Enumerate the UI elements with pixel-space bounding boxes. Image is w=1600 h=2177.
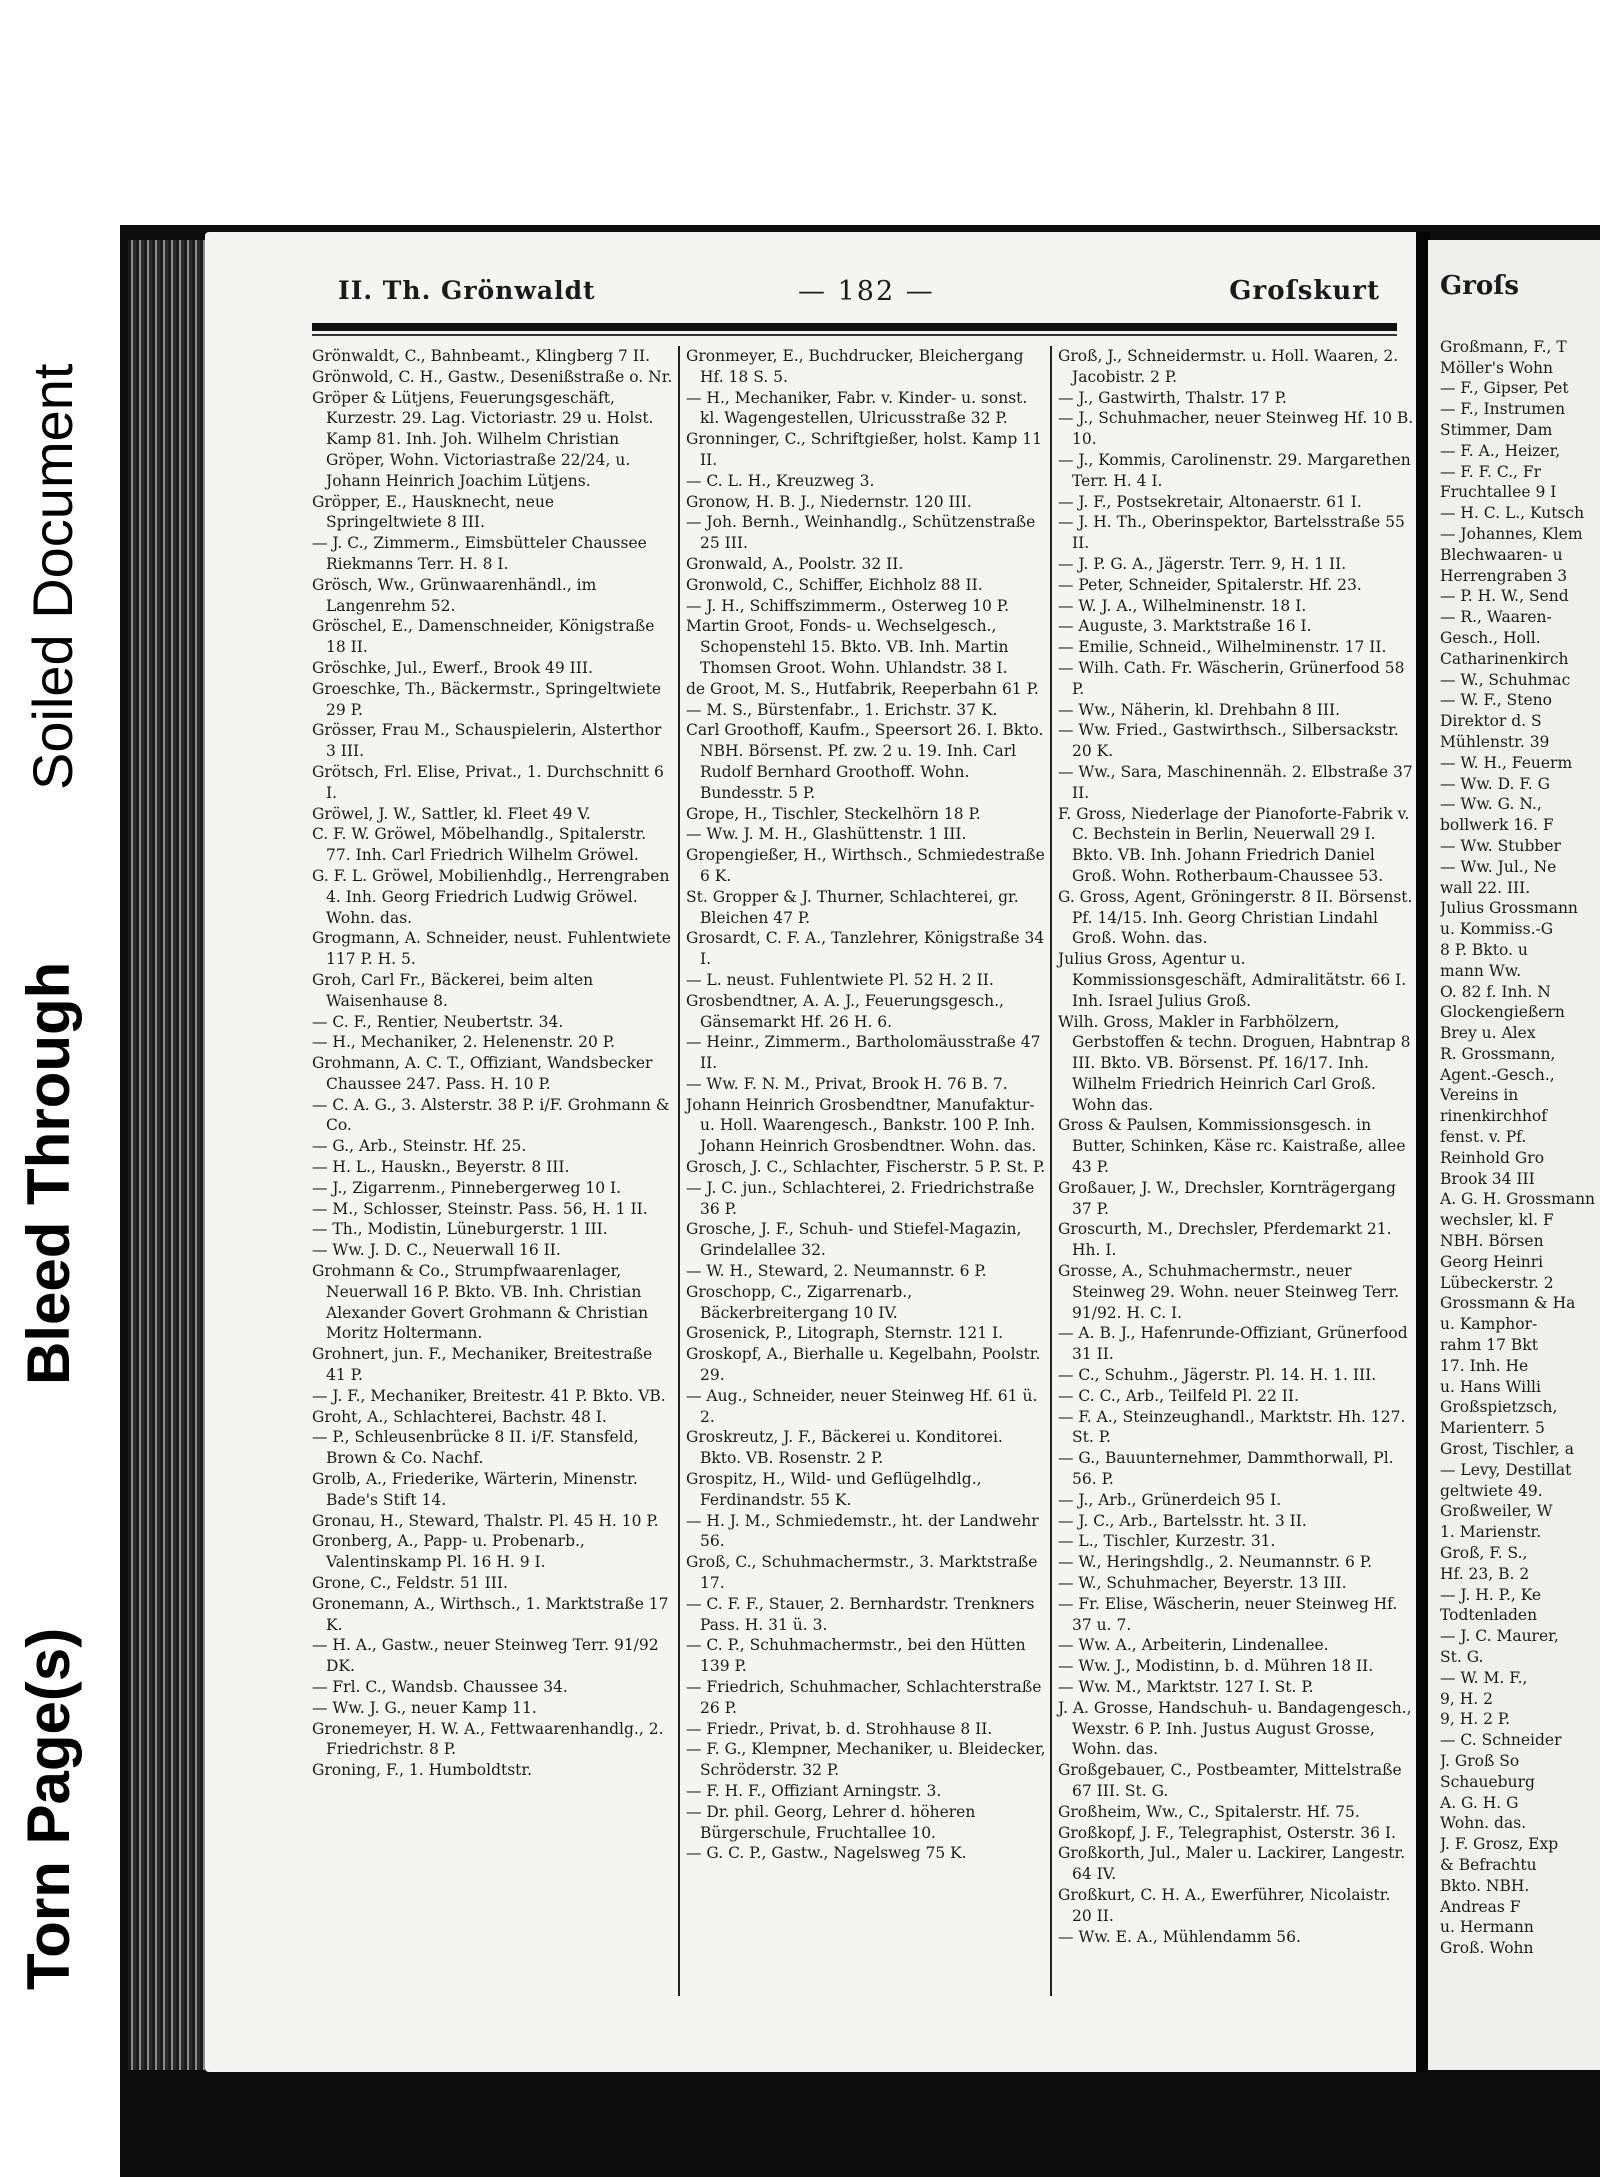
directory-entry: — J. F., Postsekretair, Altonaerstr. 61 I. bbox=[1058, 492, 1362, 511]
next-page-line: Schaueburg bbox=[1440, 1772, 1535, 1791]
directory-entry: Carl Groothoff, Kaufm., Speersort 26. I. Bkto. NBH. Börsenst. Pf. zw. 2 u. 19. Inh. Carl Rudolf Bernhard Groothoff. Wohn. Bundesstr. 5 P. bbox=[686, 721, 1044, 802]
bleed-through-label: Bleed Through bbox=[15, 961, 82, 1385]
directory-entry: — W., Heringshdlg., 2. Neumannstr. 6 P. bbox=[1058, 1553, 1372, 1572]
next-page-line: Groß, F. S., bbox=[1440, 1544, 1528, 1563]
directory-entry: Grösser, Frau M., Schauspielerin, Alsterthor 3 III. bbox=[312, 721, 662, 761]
header-rule-thin bbox=[312, 334, 1397, 336]
directory-entry: — F. A., Steinzeughandl., Marktstr. Hh. 127. St. P. bbox=[1058, 1407, 1406, 1447]
header-rule bbox=[312, 323, 1397, 331]
directory-entry: Großkopf, J. F., Telegraphist, Osterstr. 36 I. bbox=[1058, 1823, 1396, 1842]
directory-entry: Groß, J., Schneidermstr. u. Holl. Waaren, 2. Jacobistr. 2 P. bbox=[1058, 347, 1399, 386]
column-2 bbox=[686, 346, 1048, 1864]
directory-entry: Gronwald, A., Poolstr. 32 II. bbox=[686, 554, 904, 573]
directory-entry: — Ww. J. M. H., Glashüttenstr. 1 III. bbox=[686, 825, 967, 844]
directory-entry: Gröwel, J. W., Sattler, kl. Fleet 49 V. bbox=[312, 804, 591, 823]
next-page-line: Groß. Wohn bbox=[1440, 1939, 1534, 1958]
directory-entry: — H., Mechaniker, Fabr. v. Kinder- u. sonst. kl. Wagengestellen, Ulricusstraße 32 P. bbox=[686, 388, 1028, 428]
directory-entry: Gröschel, E., Damenschneider, Königstraße 18 II. bbox=[312, 617, 655, 657]
directory-entry: Großkorth, Jul., Maler u. Lackirer, Langestr. 64 IV. bbox=[1058, 1844, 1406, 1884]
next-page-line: — W. H., Feuerm bbox=[1440, 753, 1573, 772]
column-divider-2 bbox=[1050, 346, 1052, 1996]
next-page-line: Grost, Tischler, a bbox=[1440, 1440, 1575, 1459]
next-page-line: Stimmer, Dam bbox=[1440, 420, 1553, 439]
directory-entry: Grönwaldt, C., Bahnbeamt., Klingberg 7 II. bbox=[312, 347, 651, 365]
next-page-line: St. G. bbox=[1440, 1648, 1484, 1666]
next-page-line: Brey u. Alex bbox=[1440, 1024, 1536, 1043]
directory-entry: G. F. L. Gröwel, Mobilienhdlg., Herrengraben 4. Inh. Georg Friedrich Ludwig Gröwel. Wohn. das. bbox=[312, 866, 670, 927]
next-page-line: u. Hans Willi bbox=[1440, 1377, 1541, 1396]
directory-entry: Großheim, Ww., C., Spitalerstr. Hf. 75. bbox=[1058, 1802, 1360, 1821]
directory-entry: C. F. W. Gröwel, Möbelhandlg., Spitalerstr. 77. Inh. Carl Friedrich Wilhelm Gröwel. bbox=[312, 825, 647, 865]
next-page-line: Großspietzsch, bbox=[1440, 1398, 1558, 1417]
column-3 bbox=[1058, 346, 1414, 1947]
header-left: II. Th. Grönwaldt bbox=[338, 276, 596, 305]
directory-entry: Grösch, Ww., Grünwaarenhändl., im Langenrehm 52. bbox=[312, 575, 597, 615]
next-page-header: Groſs bbox=[1440, 271, 1520, 301]
next-page-line: 17. Inh. He bbox=[1440, 1356, 1529, 1375]
directory-entry: — J., Gastwirth, Thalstr. 17 P. bbox=[1058, 388, 1287, 407]
next-page-line: Fruchtallee 9 I bbox=[1440, 483, 1557, 502]
directory-entry: — M., Schlosser, Steinstr. Pass. 56, H. 1 II. bbox=[312, 1199, 648, 1218]
directory-entry: Grosardt, C. F. A., Tanzlehrer, Königstraße 34 I. bbox=[686, 929, 1045, 969]
next-page-lines bbox=[1440, 337, 1600, 1959]
directory-entry: Groeschke, Th., Bäckermstr., Springeltwiete 29 P. bbox=[312, 679, 662, 719]
directory-entry: — G., Bauunternehmer, Dammthorwall, Pl. 56. P. bbox=[1058, 1449, 1394, 1489]
next-page-line: Julius Grossmann bbox=[1440, 899, 1578, 918]
torn-pages-label: Torn Page(s) bbox=[15, 1627, 82, 1990]
directory-entry: Grosch, J. C., Schlachter, Fischerstr. 5 P. St. P. bbox=[686, 1158, 1046, 1177]
directory-entry: Gronninger, C., Schriftgießer, holst. Kamp 11 II. bbox=[686, 430, 1042, 469]
directory-entry: Grone, C., Feldstr. 51 III. bbox=[312, 1574, 508, 1593]
directory-entry: — Ww. Fried., Gastwirthsch., Silbersackstr. 20 K. bbox=[1058, 721, 1399, 761]
next-page-line: Catharinenkirch bbox=[1440, 649, 1569, 668]
directory-entry: — Ww. J., Modistinn, b. d. Mühren 18 II. bbox=[1058, 1657, 1374, 1676]
directory-entry: Gronow, H. B. J., Niedernstr. 120 III. bbox=[686, 492, 972, 511]
next-page-line: — Johannes, Klem bbox=[1440, 524, 1583, 543]
directory-entry: — Ww., Sara, Maschinennäh. 2. Elbstraße 37 II. bbox=[1058, 762, 1413, 802]
directory-entry: Großauer, J. W., Drechsler, Kornträgergang 37 P. bbox=[1058, 1178, 1396, 1218]
next-page-line: — F. A., Heizer, bbox=[1440, 441, 1561, 460]
directory-entry: Grope, H., Tischler, Steckelhörn 18 P. bbox=[686, 804, 981, 823]
directory-entry: — L. neust. Fuhlentwiete Pl. 52 H. 2 II. bbox=[686, 970, 994, 989]
directory-entry: — Ww. F. N. M., Privat, Brook H. 76 B. 7. bbox=[686, 1074, 1008, 1093]
directory-entry: Grohmann & Co., Strumpfwaarenlager, Neuerwall 16 P. Bkto. VB. Inh. Christian Alexander Govert Grohmann & Christian Moritz Holtermann. bbox=[312, 1262, 649, 1343]
next-page-line: A. G. H. G bbox=[1440, 1793, 1519, 1812]
directory-entry: Gröpper, E., Hausknecht, neue Springeltwiete 8 III. bbox=[312, 492, 555, 532]
directory-entry: — C. F., Rentier, Neubertstr. 34. bbox=[312, 1012, 564, 1031]
next-page-line: u. Kamphor- bbox=[1440, 1315, 1538, 1334]
next-page-line: & Befrachtu bbox=[1440, 1855, 1537, 1874]
next-page-line: — C. Schneider bbox=[1440, 1731, 1562, 1750]
directory-entry: — Aug., Schneider, neuer Steinweg Hf. 61 ü. 2. bbox=[686, 1386, 1038, 1426]
next-page-line: Direktor d. S bbox=[1440, 712, 1542, 731]
next-page-line: Möller's Wohn bbox=[1440, 358, 1554, 377]
directory-entry: — Ww., Näherin, kl. Drehbahn 8 III. bbox=[1058, 700, 1341, 719]
next-page-line: geltwiete 49. bbox=[1440, 1481, 1543, 1500]
directory-entry: — J., Arb., Grünerdeich 95 I. bbox=[1058, 1490, 1282, 1509]
next-page-line: Herrengraben 3 bbox=[1440, 566, 1568, 585]
directory-entry: — C. C., Arb., Teilfeld Pl. 22 II. bbox=[1058, 1386, 1299, 1405]
next-page-line: fenst. v. Pf. bbox=[1440, 1128, 1527, 1147]
directory-entry: Gronau, H., Steward, Thalstr. Pl. 45 H. 10 P. bbox=[312, 1511, 659, 1530]
directory-entry: Groskopf, A., Bierhalle u. Kegelbahn, Poolstr. 29. bbox=[686, 1345, 1041, 1385]
directory-entry: — F. H. F., Offiziant Arningstr. 3. bbox=[686, 1781, 942, 1800]
next-page-line: rinenkirchhof bbox=[1440, 1107, 1547, 1126]
directory-entry: Grönwold, C. H., Gastw., Desenißstraße o. Nr. bbox=[312, 367, 673, 386]
directory-entry: Groskreutz, J. F., Bäckerei u. Konditorei. Bkto. VB. Rosenstr. 2 P. bbox=[686, 1428, 1003, 1468]
directory-entry: — Ww. J. D. C., Neuerwall 16 II. bbox=[312, 1241, 561, 1260]
next-page-line: Gesch., Holl. bbox=[1440, 628, 1541, 647]
directory-entry: — F. G., Klempner, Mechaniker, u. Bleidecker, Schröderstr. 32 P. bbox=[686, 1740, 1046, 1780]
directory-entry: — Friedr., Privat, b. d. Strohhause 8 II. bbox=[686, 1719, 993, 1738]
directory-entry: Gronberg, A., Papp- u. Probenarb., Valentinskamp Pl. 16 H. 9 I. bbox=[312, 1532, 585, 1572]
directory-entry: — Ww. A., Arbeiterin, Lindenallee. bbox=[1058, 1636, 1329, 1655]
directory-entry: de Groot, M. S., Hutfabrik, Reeperbahn 61 P. bbox=[686, 679, 1039, 698]
directory-entry: Johann Heinrich Grosbendtner, Manufaktur- u. Holl. Waarengesch., Bankstr. 100 P. Inh. Johann Heinrich Grosbendtner. Wohn. das. bbox=[686, 1095, 1037, 1156]
directory-entry: — J. C., Zimmerm., Eimsbütteler Chaussee Riekmanns Terr. H. 8 I. bbox=[312, 534, 647, 573]
header-right: Groſskurt bbox=[1229, 276, 1380, 306]
directory-entry: Groß, C., Schuhmachermstr., 3. Marktstraße 17. bbox=[686, 1553, 1038, 1593]
directory-entry: — H. L., Hauskn., Beyerstr. 8 III. bbox=[312, 1158, 570, 1177]
directory-entry: Grospitz, H., Wild- und Geflügelhdlg., Ferdinandstr. 55 K. bbox=[686, 1470, 982, 1509]
directory-entry: — C. L. H., Kreuzweg 3. bbox=[686, 471, 875, 490]
directory-entry: St. Gropper & J. Thurner, Schlachterei, gr. Bleichen 47 P. bbox=[686, 887, 1019, 927]
directory-entry: — Frl. C., Wandsb. Chaussee 34. bbox=[312, 1678, 568, 1696]
next-page-line: — P. H. W., Send bbox=[1440, 587, 1569, 606]
directory-entry: — C. A. G., 3. Alsterstr. 38 P. i/F. Grohmann & Co. bbox=[312, 1095, 670, 1135]
next-page-line: Andreas F bbox=[1440, 1897, 1521, 1916]
directory-entry: — J., Kommis, Carolinenstr. 29. Margarethen Terr. H. 4 I. bbox=[1058, 450, 1411, 490]
page-number: — 182 — bbox=[798, 276, 935, 307]
next-page-line: mann Ww. bbox=[1440, 961, 1522, 980]
directory-entry: Groning, F., 1. Humboldtstr. bbox=[312, 1761, 533, 1780]
next-page-line: — Ww. G. N., bbox=[1440, 795, 1542, 814]
directory-entry: — W., Schuhmacher, Beyerstr. 13 III. bbox=[1058, 1574, 1347, 1593]
directory-entry: — Dr. phil. Georg, Lehrer d. höheren Bürgerschule, Fruchtallee 10. bbox=[686, 1802, 976, 1842]
next-page-column bbox=[1440, 271, 1600, 1959]
next-page-line: — Levy, Destillat bbox=[1440, 1460, 1572, 1479]
directory-entry: — J. P. G. A., Jägerstr. Terr. 9, H. 1 II. bbox=[1058, 554, 1347, 573]
next-page-line: Lübeckerstr. 2 bbox=[1440, 1273, 1554, 1292]
directory-entry: — J. C. jun., Schlachterei, 2. Friedrichstraße 36 P. bbox=[686, 1178, 1035, 1218]
directory-entry: Gronwold, C., Schiffer, Eichholz 88 II. bbox=[686, 575, 983, 594]
directory-entry: — Friedrich, Schuhmacher, Schlachterstraße 26 P. bbox=[686, 1678, 1042, 1717]
directory-entry: Grosenick, P., Litograph, Sternstr. 121 I. bbox=[686, 1324, 1004, 1343]
next-page-line: — F., Gipser, Pet bbox=[1440, 379, 1569, 398]
next-page-line: Bkto. NBH. bbox=[1440, 1876, 1530, 1895]
page-edge-stack bbox=[128, 240, 208, 2070]
next-page-line: — Ww. Stubber bbox=[1440, 836, 1561, 855]
directory-entry: G. Gross, Agent, Gröningerstr. 8 II. Börsenst. Pf. 14/15. Inh. Georg Christian Lindahl Groß. Wohn. das. bbox=[1058, 887, 1413, 948]
directory-entry: — W. H., Steward, 2. Neumannstr. 6 P. bbox=[686, 1262, 987, 1281]
directory-entry: Großgebauer, C., Postbeamter, Mittelstraße 67 III. St. G. bbox=[1058, 1761, 1402, 1800]
directory-entry: — J. H. Th., Oberinspektor, Bartelsstraße 55 II. bbox=[1058, 513, 1405, 553]
directory-entry: Gropengießer, H., Wirthsch., Schmiedestraße 6 K. bbox=[686, 846, 1045, 885]
next-page-line: — W. F., Steno bbox=[1440, 691, 1552, 710]
directory-entry: J. A. Grosse, Handschuh- u. Bandagengesch., Wexstr. 6 P. Inh. Justus August Grosse, Wohn. das. bbox=[1058, 1698, 1412, 1759]
next-page-line: Hf. 23, B. 2 bbox=[1440, 1564, 1530, 1583]
next-page-line: 8 P. Bkto. u bbox=[1440, 940, 1528, 959]
directory-entry: — L., Tischler, Kurzestr. 31. bbox=[1058, 1532, 1276, 1551]
next-page-line: — F., Instrumen bbox=[1440, 400, 1566, 419]
next-page-line: u. Kommiss.-G bbox=[1440, 920, 1554, 939]
directory-entry: — H. J. M., Schmiedemstr., ht. der Landwehr 56. bbox=[686, 1511, 1039, 1551]
next-page-line: R. Grossmann, bbox=[1440, 1044, 1556, 1063]
directory-entry: — J., Zigarrenm., Pinnebergerweg 10 I. bbox=[312, 1178, 622, 1197]
directory-entry: Großkurt, C. H. A., Ewerführer, Nicolaistr. 20 II. bbox=[1058, 1885, 1391, 1925]
next-page-line: rahm 17 Bkt bbox=[1440, 1336, 1538, 1355]
directory-entry: Gronemann, A., Wirthsch., 1. Marktstraße 17 K. bbox=[312, 1594, 669, 1634]
directory-entry: — J. F., Mechaniker, Breitestr. 41 P. Bkto. VB. bbox=[312, 1386, 666, 1405]
directory-entry: — J. H., Schiffszimmerm., Osterweg 10 P. bbox=[686, 596, 1010, 615]
directory-entry: — G., Arb., Steinstr. Hf. 25. bbox=[312, 1137, 527, 1156]
directory-entry: Grolb, A., Friederike, Wärterin, Minenstr. Bade's Stift 14. bbox=[312, 1470, 638, 1509]
directory-entry: — C., Schuhm., Jägerstr. Pl. 14. H. 1. III. bbox=[1058, 1366, 1377, 1385]
next-page-line: wall 22. III. bbox=[1440, 878, 1531, 897]
next-page-line: O. 82 f. Inh. N bbox=[1440, 982, 1551, 1001]
directory-entry: Wilh. Gross, Makler in Farbhölzern, Gerbstoffen & techn. Droguen, Habntrap 8 III. Bkto. VB. Börsenst. Pf. 16/17. Inh. Wilhelm Friedrich Heinrich Carl Groß. Wohn das. bbox=[1058, 1012, 1411, 1114]
directory-entry: Grötsch, Frl. Elise, Privat., 1. Durchschnitt 6 I. bbox=[312, 762, 664, 802]
directory-entry: — Ww. J. G., neuer Kamp 11. bbox=[312, 1698, 537, 1717]
next-page-line: Reinhold Gro bbox=[1440, 1148, 1545, 1167]
directory-entry: Grosbendtner, A. A. J., Feuerungsgesch., Gänsemarkt Hf. 26 H. 6. bbox=[686, 991, 1004, 1031]
next-page-line: J. Groß So bbox=[1440, 1751, 1520, 1770]
next-page-line: Wohn. das. bbox=[1440, 1814, 1527, 1833]
next-page-line: — W., Schuhmac bbox=[1440, 670, 1571, 689]
directory-entry: Gröper & Lütjens, Feuerungsgeschäft, Kurzestr. 29. Lag. Victoriastr. 29 u. Holst. Kamp 81. Inh. Joh. Wilhelm Christian Gröper, Wohn. Victoriastraße 22/24, u. Johann Heinrich Joachim Lütjens. bbox=[312, 388, 654, 490]
next-page-line: — F. F. C., Fr bbox=[1440, 462, 1542, 481]
directory-entry: Groh, Carl Fr., Bäckerei, beim alten Waisenhause 8. bbox=[312, 970, 594, 1010]
next-page-line: bollwerk 16. F bbox=[1440, 816, 1554, 835]
directory-entry: — J., Schuhmacher, neuer Steinweg Hf. 10 B. 10. bbox=[1058, 409, 1414, 449]
directory-entry: Julius Gross, Agentur u. Kommissionsgeschäft, Admiralitätstr. 66 I. Inh. Israel Julius Groß. bbox=[1058, 950, 1407, 1010]
directory-entry: Groscurth, M., Drechsler, Pferdemarkt 21. Hh. I. bbox=[1058, 1220, 1392, 1260]
column-divider-1 bbox=[678, 346, 680, 1996]
directory-entry: — G. C. P., Gastw., Nagelsweg 75 K. bbox=[686, 1844, 967, 1863]
directory-entry: Grosse, A., Schuhmachermstr., neuer Steinweg 29. Wohn. neuer Steinweg Terr. 91/92. H. C. I. bbox=[1058, 1262, 1400, 1322]
directory-entry: — W. J. A., Wilhelminenstr. 18 I. bbox=[1058, 596, 1307, 615]
next-page-line: — Ww. Jul., Ne bbox=[1440, 857, 1557, 876]
next-page-line: A. G. H. Grossmann bbox=[1440, 1190, 1596, 1209]
directory-entry: — Emilie, Schneid., Wilhelminenstr. 17 II. bbox=[1058, 638, 1387, 657]
directory-entry: Gronmeyer, E., Buchdrucker, Bleichergang Hf. 18 S. 5. bbox=[686, 347, 1024, 386]
directory-entry: Gronemeyer, H. W. A., Fettwaarenhandlg., 2. Friedrichstr. 8 P. bbox=[312, 1719, 664, 1759]
directory-entry: — Peter, Schneider, Spitalerstr. Hf. 23. bbox=[1058, 575, 1362, 594]
directory-entry: — C. P., Schuhmachermstr., bei den Hütten 139 P. bbox=[686, 1636, 1026, 1676]
next-page-line: 1. Marienstr. bbox=[1440, 1523, 1542, 1542]
next-page-line: Todtenladen bbox=[1440, 1606, 1538, 1625]
directory-entry: — H., Mechaniker, 2. Helenenstr. 20 P. bbox=[312, 1033, 616, 1052]
directory-entry: Grohnert, jun. F., Mechaniker, Breitestraße 41 P. bbox=[312, 1345, 653, 1385]
next-page-line: Großmann, F., T bbox=[1440, 337, 1567, 356]
directory-entry: Grogmann, A. Schneider, neust. Fuhlentwiete 117 P. H. 5. bbox=[312, 929, 671, 969]
next-page-line: u. Hermann bbox=[1440, 1918, 1534, 1937]
directory-entry: Groschopp, C., Zigarrenarb., Bäckerbreitergang 10 IV. bbox=[686, 1282, 913, 1322]
directory-entry: Gross & Paulsen, Kommissionsgesch. in Butter, Schinken, Käse rc. Kaistraße, allee 43 P. bbox=[1058, 1116, 1406, 1177]
directory-entry: Grohmann, A. C. T., Offiziant, Wandsbecker Chaussee 247. Pass. H. 10 P. bbox=[312, 1054, 653, 1093]
directory-entry: — M. S., Bürstenfabr., 1. Erichstr. 37 K. bbox=[686, 700, 998, 719]
directory-entry: — Joh. Bernh., Weinhandlg., Schützenstraße 25 III. bbox=[686, 513, 1036, 553]
directory-entry: — H. A., Gastw., neuer Steinweg Terr. 91/92 DK. bbox=[312, 1636, 659, 1676]
next-page-line: wechsler, kl. F bbox=[1440, 1211, 1554, 1230]
directory-entry: Groht, A., Schlachterei, Bachstr. 48 I. bbox=[312, 1407, 607, 1426]
directory-entry: — A. B. J., Hafenrunde-Offiziant, Grünerfood 31 II. bbox=[1058, 1324, 1408, 1364]
directory-entry: — Ww. M., Marktstr. 127 I. St. P. bbox=[1058, 1678, 1314, 1696]
next-page-line: 9, H. 2 bbox=[1440, 1689, 1493, 1708]
next-page-line: Vereins in bbox=[1440, 1086, 1519, 1105]
page-header bbox=[338, 276, 1400, 316]
soiled-document-label: Soiled Document bbox=[21, 363, 84, 790]
next-page-line: Brook 34 III bbox=[1440, 1169, 1535, 1188]
next-page-line: Mühlenstr. 39 bbox=[1440, 732, 1550, 751]
next-page-line: — W. M. F., bbox=[1440, 1668, 1528, 1687]
directory-entry: — Auguste, 3. Marktstraße 16 I. bbox=[1058, 617, 1312, 636]
next-page-line: NBH. Börsen bbox=[1440, 1232, 1544, 1251]
next-page-line: Georg Heinri bbox=[1440, 1252, 1544, 1271]
next-page-line: Glockengießern bbox=[1440, 1003, 1565, 1022]
directory-entry: — Th., Modistin, Lüneburgerstr. 1 III. bbox=[312, 1220, 608, 1239]
next-page-line: Blechwaaren- u bbox=[1440, 545, 1563, 564]
directory-entry: — Heinr., Zimmerm., Bartholomäusstraße 47 II. bbox=[686, 1033, 1041, 1073]
next-page-line: J. F. Grosz, Exp bbox=[1440, 1835, 1559, 1854]
next-page-line: Großweiler, W bbox=[1440, 1502, 1553, 1521]
directory-entry: — J. C., Arb., Bartelsstr. ht. 3 II. bbox=[1058, 1511, 1307, 1530]
column-1 bbox=[312, 346, 674, 1781]
directory-entry: — Wilh. Cath. Fr. Wäscherin, Grünerfood 58 P. bbox=[1058, 658, 1405, 698]
next-page-line: — Ww. D. F. G bbox=[1440, 774, 1550, 793]
directory-entry: — P., Schleusenbrücke 8 II. i/F. Stansfeld, Brown & Co. Nachf. bbox=[312, 1428, 639, 1468]
directory-entry: — Ww. E. A., Mühlendamm 56. bbox=[1058, 1927, 1301, 1946]
directory-entry: — C. F. F., Stauer, 2. Bernhardstr. Trenkners Pass. H. 31 ü. 3. bbox=[686, 1594, 1035, 1634]
directory-entry: Grosche, J. F., Schuh- und Stiefel-Magazin, Grindelallee 32. bbox=[686, 1220, 1022, 1260]
directory-entry: — Fr. Elise, Wäscherin, neuer Steinweg Hf. 37 u. 7. bbox=[1058, 1594, 1398, 1634]
next-page-line: — J. C. Maurer, bbox=[1440, 1627, 1559, 1646]
next-page-line: — R., Waaren- bbox=[1440, 608, 1552, 627]
next-page-line: — J. H. P., Ke bbox=[1440, 1585, 1542, 1604]
next-page-line: Grossmann & Ha bbox=[1440, 1294, 1576, 1313]
next-page-line: — H. C. L., Kutsch bbox=[1440, 504, 1585, 523]
directory-entry: F. Gross, Niederlage der Pianoforte-Fabrik v. C. Bechstein in Berlin, Neuerwall 29 I. Bkto. VB. Inh. Johann Friedrich Daniel Groß. Wohn. Rotherbaum-Chaussee 53. bbox=[1058, 804, 1410, 885]
next-page-line: Marienterr. 5 bbox=[1440, 1419, 1545, 1438]
next-page-line: Agent.-Gesch., bbox=[1440, 1065, 1555, 1084]
directory-entry: Gröschke, Jul., Ewerf., Brook 49 III. bbox=[312, 658, 593, 677]
next-page-line: 9, H. 2 P. bbox=[1440, 1710, 1511, 1729]
directory-entry: Martin Groot, Fonds- u. Wechselgesch., Schopenstehl 15. Bkto. VB. Inh. Martin Thomsen Groot. Wohn. Uhlandstr. 38 I. bbox=[686, 617, 1009, 677]
